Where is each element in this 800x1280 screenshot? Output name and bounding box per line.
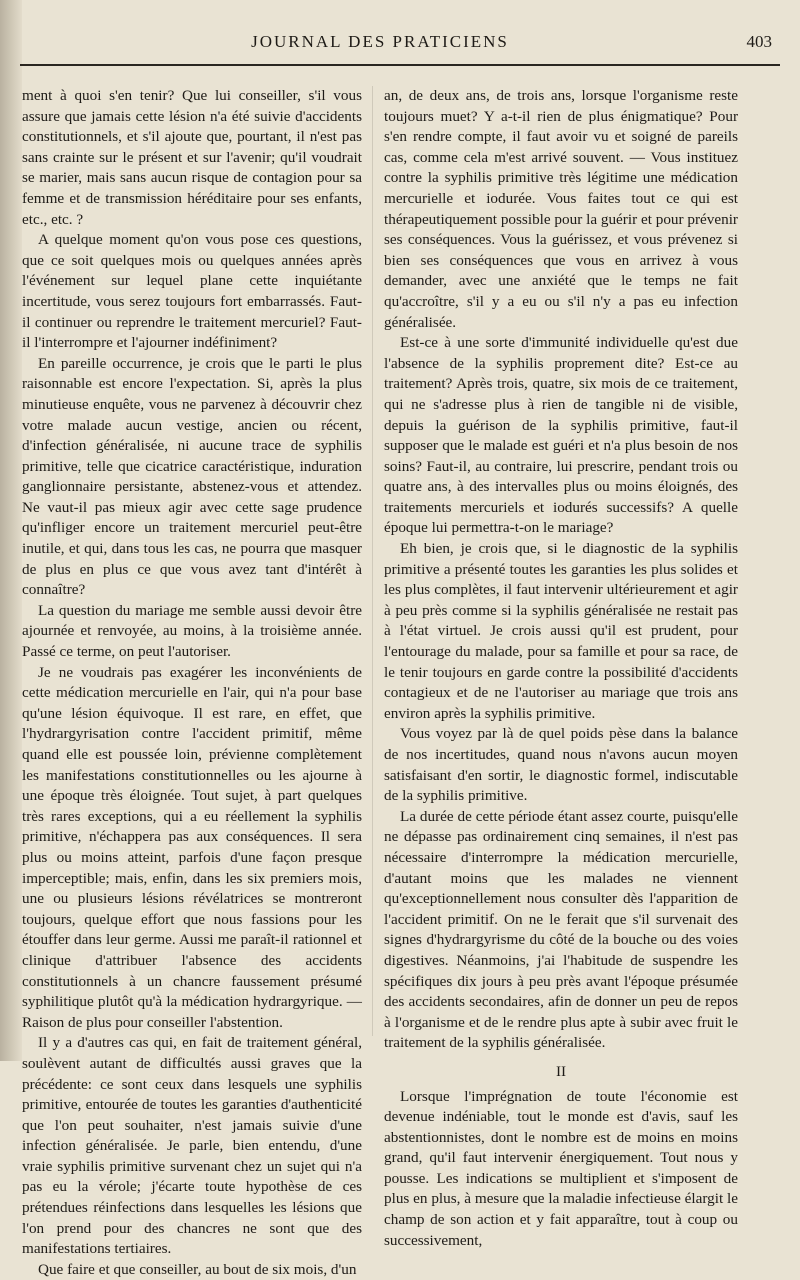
paragraph: Je ne voudrais pas exagérer les inconvénients de cette médication mercurielle en l'air, qui n'a pour base qu'une lésion équivoque. Il est rare, en effet, que l'hydrargyrisation contre l'accident primitif, même quand elle est poussée loin, prévienne complètement les manifestations constitutionnelles ou les ajourne à une époque très éloignée. Tout sujet, à part quelques très rares exceptions, qui a eu réellement la syphilis primitive, n'échappera pas aux conséquences. Il sera plus ou moins atteint, parfois d'une façon presque imperceptible; mais, enfin, dans les six premiers mois, une ou plusieurs lésions révélatrices se montreront toujours, quelque effort que nous fassions pour les étouffer dans leur germe. Aussi me paraît-il rationnel et clinique d'attribuer l'absence des accidents constitutionnels à un chancre faussement présumé syphilitique plutôt qu'à la médication hydrargyrique. — Raison de plus pour conseiller l'abstention. <box>22 663 362 1031</box>
paragraph: A quelque moment qu'on vous pose ces questions, que ce soit quelques mois ou quelques années après l'événement sur lequel plane cette inquiétante incertitude, vous serez toujours fort embarrassés. Faut-il continuer ou reprendre le traitement mercuriel? Faut-il l'interrompre et l'ajourner indéfiniment? <box>22 231 362 352</box>
paragraph: Que faire et que conseiller, au bout de six mois, d'un <box>38 1260 357 1278</box>
page-number: 403 <box>746 32 772 51</box>
paragraph: Est-ce à une sorte d'immunité individuelle qu'est due l'absence de la syphilis proprement dite? Est-ce au traitement? Après trois, quatre, six mois de ce traitement, qui ne s'adresse plus à rien de tangible ni de visible, depuis la guérison de la syphilis primitive, faut-il supposer que le malade est guéri et n'a plus besoin de nos soins? Faut-il, au contraire, lui prescrire, pendant trois ou quatre ans, à des intervalles plus ou moins éloignés, des traitements mercuriels et iodurés successifs? A quelle époque lui permettra-t-on le mariage? <box>384 334 738 537</box>
paragraph: La question du mariage me semble aussi devoir être ajournée et renvoyée, au moins, à la troisième année. Passé ce terme, on peut l'autoriser. <box>22 601 362 661</box>
paragraph: ment à quoi s'en tenir? Que lui conseiller, s'il vous assure que jamais cette lésion n'a été suivie d'accidents constitutionnels, et s'il ajoute que, pourtant, il n'est pas sans crainte sur le présent et sur l'avenir; qu'il voudrait se marier, mais sans aucun risque de contagion pour sa femme et de transmission héréditaire pour ses enfants, etc., etc. ? <box>22 87 362 228</box>
paragraph: Lorsque l'imprégnation de toute l'économie est devenue indéniable, tout le monde est d'avis, sauf les abstentionnistes, dont le nombre est de moins en moins grand, qu'il faut intervenir énergiquement. Tout nous y pousse. Les indications se multiplient et s'imposent de plus en plus, à mesure que la maladie infectieuse élargit le champ de son action et y fait apparaître, tout à coup ou successivement, <box>384 1087 738 1249</box>
right-column <box>384 86 738 1251</box>
page-header <box>20 30 772 58</box>
left-column <box>22 86 362 1280</box>
paragraph: La durée de cette période étant assez courte, puisqu'elle ne dépasse pas ordinairement cinq semaines, il n'est pas nécessaire d'interrompre la médication mercurielle, d'autant moins que les malades ne viennent qu'exceptionnellement nous consulter dès l'apparition de l'accident primitif. On ne le ferait que s'il survenait des signes d'hydrargyrisme du côté de la bouche ou des voies digestives. Néanmoins, j'ai l'habitude de suspendre les spécifiques dix jours à peu près avant l'époque présumée des accidents secondaires, afin de donner un peu de repos à l'organisme et de le rendre plus apte à subir avec fruit le traitement de la syphilis généralisée. <box>384 807 738 1052</box>
paragraph: Il y a d'autres cas qui, en fait de traitement général, soulèvent autant de difficultés aussi graves que la précédente: ce sont ceux dans lesquels une syphilis primitive, entourée de toutes les garanties d'authenticité que l'on peut souhaiter, n'est jamais suivie d'une infection généralisée. Je parle, bien entendu, d'une vraie syphilis primitive survenant chez un sujet qui n'a pas eu la vérole; j'écarte toute hypothèse de ces prétendues réinfections dans lesquelles les lésions que l'on prend pour des chancres ne sont que des manifestations tertiaires. <box>22 1034 362 1258</box>
paragraph: En pareille occurrence, je crois que le parti le plus raisonnable est encore l'expectation. Si, après la plus minutieuse enquête, vous ne parvenez à découvrir chez votre malade aucun vestige, ancien ou récent, d'infection généralisée, ni aucune trace de syphilis primitive, telle que cicatrice caractéristique, induration ganglionnaire persistante, abstenez-vous et attendez. Ne vaut-il pas mieux agir avec cette sage prudence qu'infliger encore un traitement mercuriel peut-être inutile, et qui, dans tous les cas, ne pourra que masquer de plus en plus ce que vous avez tant d'intérêt à connaître? <box>22 354 362 599</box>
paragraph: an, de deux ans, de trois ans, lorsque l'organisme reste toujours muet? Y a-t-il rien de plus énigmatique? Pour s'en rendre compte, il faut avoir vu et soigné de pareils cas, comme cela m'est arrivé souvent. — Vous instituez contre la syphilis primitive très légitime une médication mercurielle et iodurée. Vous faites tout ce qui est thérapeutiquement possible pour la guérir et pour prévenir ses conséquences. Vous la guérissez, et vous prévenez si bien ses conséquences que vous en arrivez à vous demander, avec une anxiété que le temps ne fait qu'accroître, s'il y a eu ou s'il n'y a pas eu infection généralisée. <box>384 87 738 331</box>
paragraph: Vous voyez par là de quel poids pèse dans la balance de nos incertitudes, quand nous n'avons aucun moyen satisfaisant d'en sortir, le diagnostic formel, indiscutable de la syphilis primitive. <box>384 725 738 805</box>
book-gutter <box>0 0 22 1061</box>
section-heading: II <box>555 1062 567 1080</box>
paragraph: Eh bien, je crois que, si le diagnostic de la syphilis primitive a présenté toutes les garanties les plus solides et les plus complètes, il faut intervenir ultérieurement et agir à peu près comme si la syphilis généralisée ne restait pas à l'état virtuel. Je crois aussi qu'il est prudent, pour l'entourage du malade, pour sa famille et pour sa race, de le tenir toujours en garde contre la possibilité d'accidents contagieux et de ne l'autoriser au mariage que trois ans environ après la syphilis primitive. <box>384 540 738 722</box>
header-rule <box>20 64 780 66</box>
running-title: JOURNAL DES PRATICIENS <box>251 32 509 51</box>
column-divider <box>372 86 373 1036</box>
